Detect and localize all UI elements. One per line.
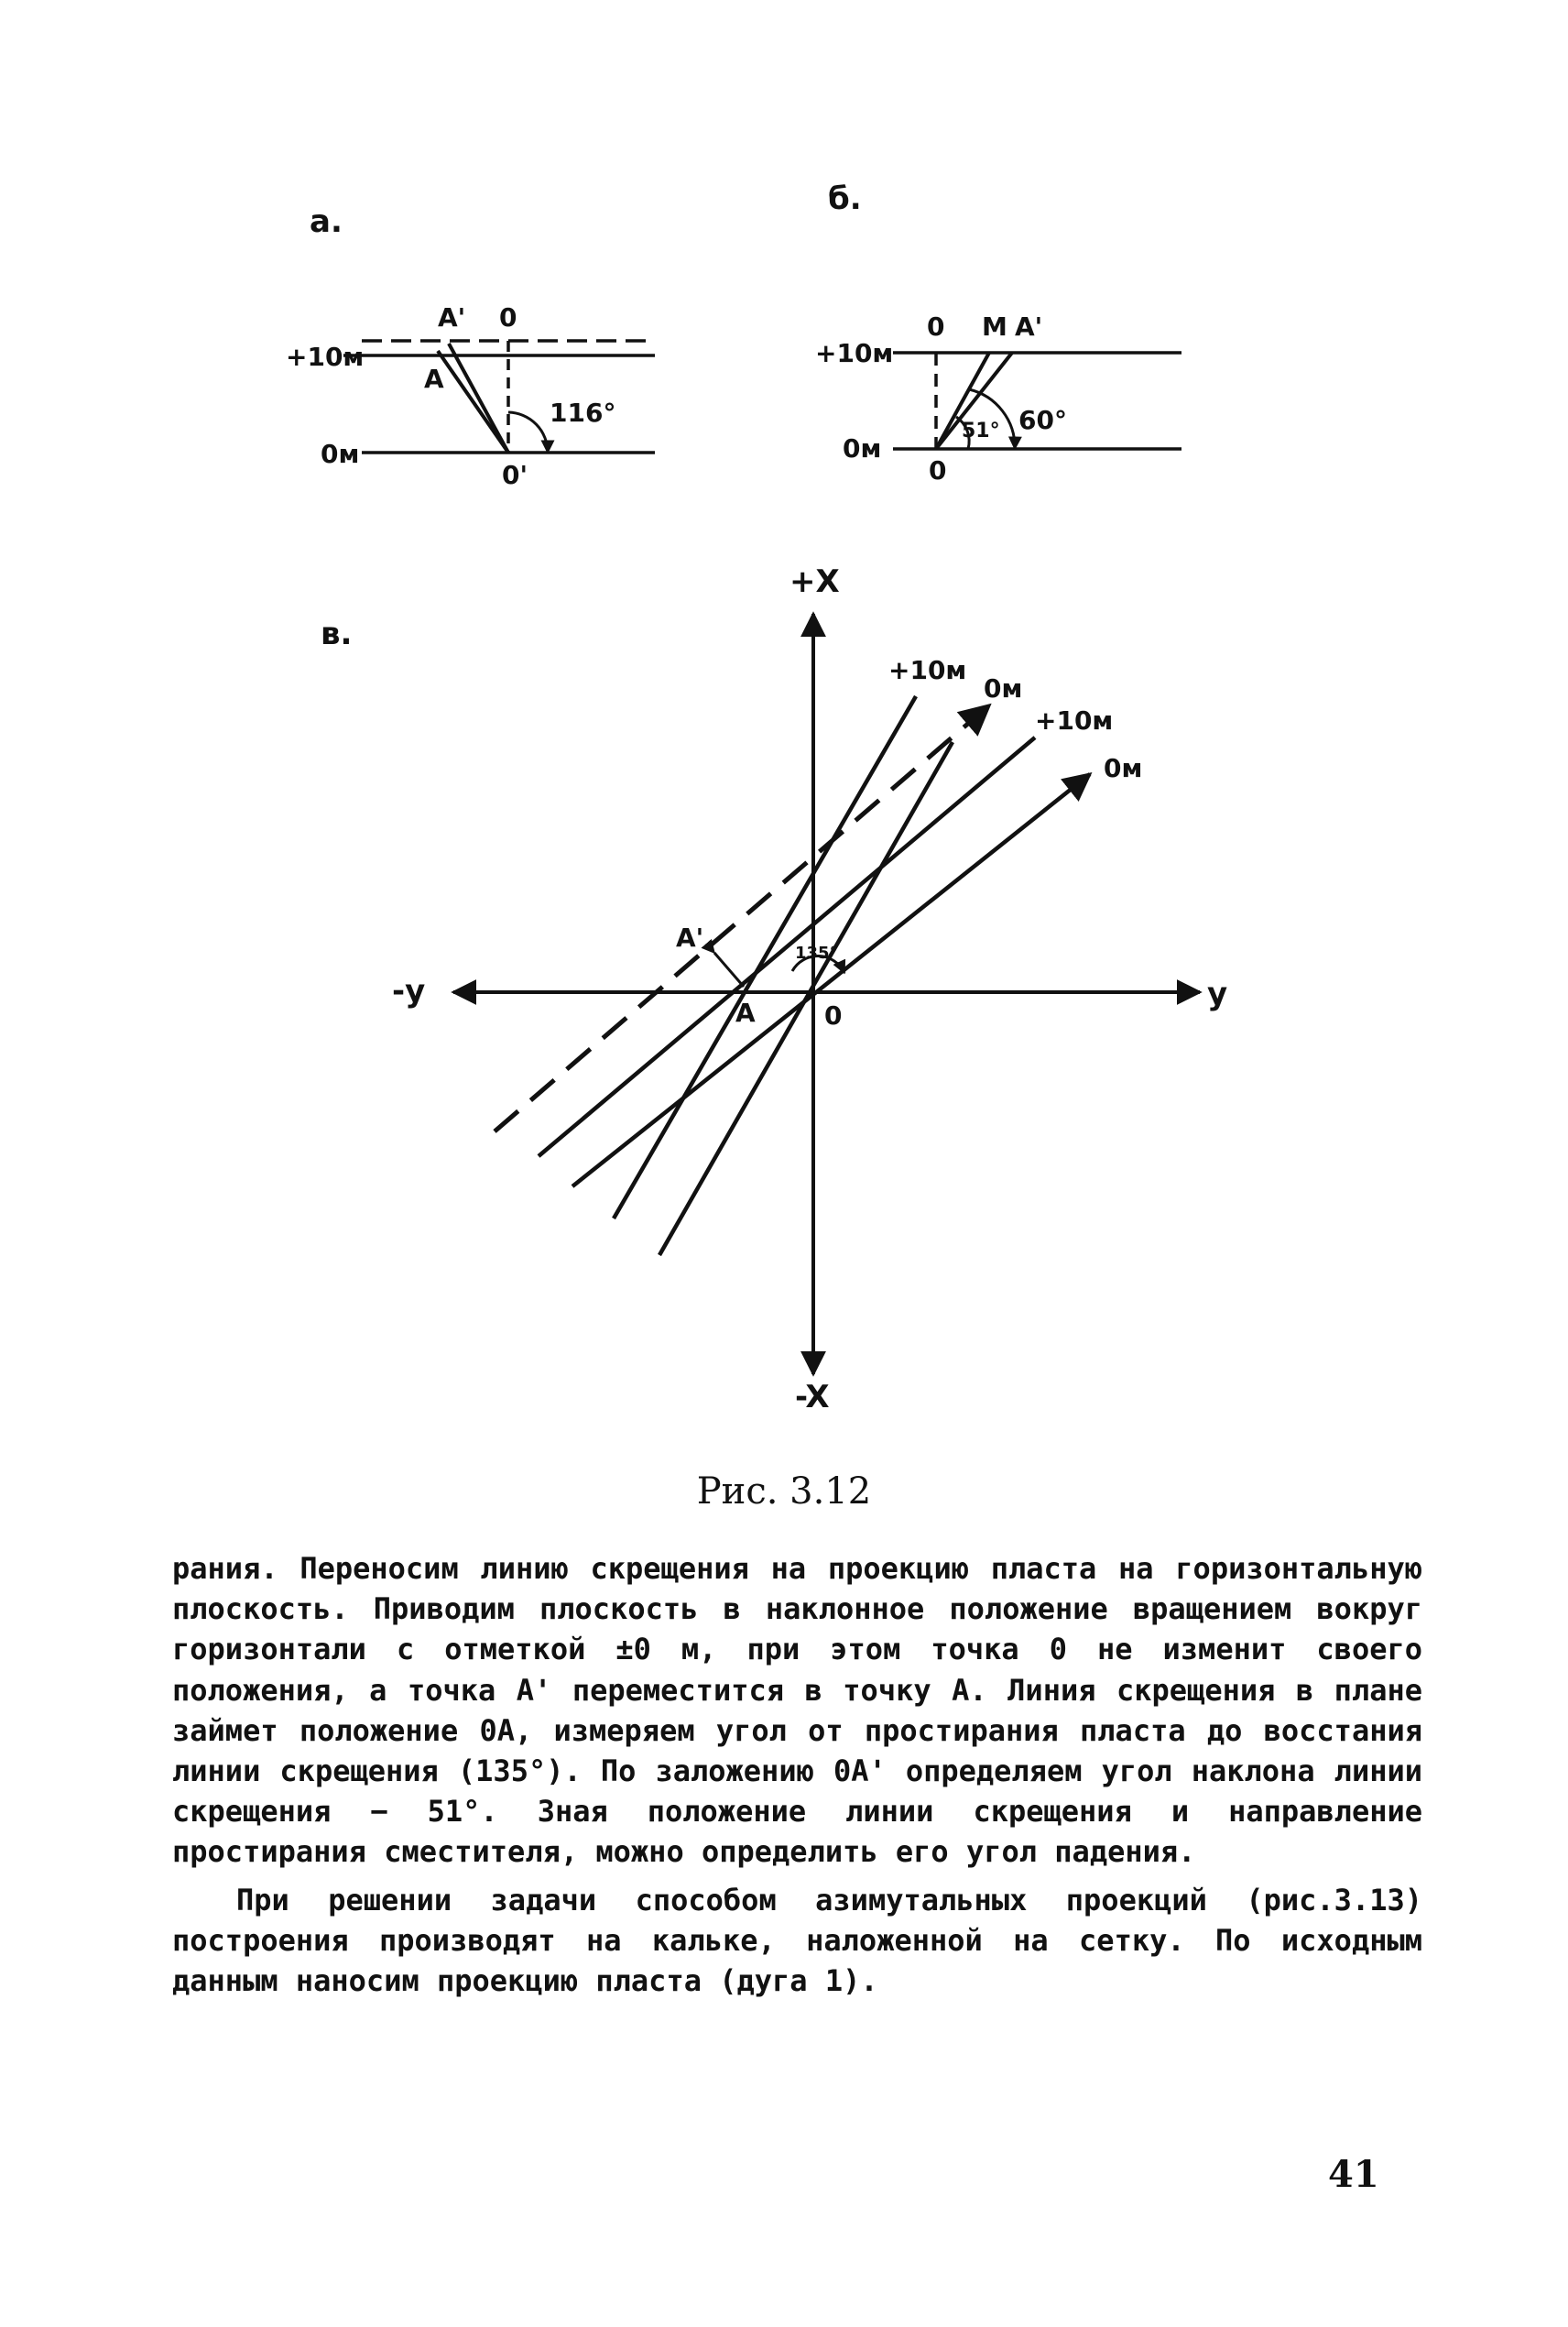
a-prime-to-a-arrow <box>714 953 744 987</box>
line-plus10m-steep <box>614 696 916 1218</box>
body-text <box>172 1548 1422 2001</box>
panel-b-tag-o: 0 <box>927 311 945 342</box>
paragraph-1: рания. Переносим линию скрещения на проекцию пласта на горизонтальную плоскость. Приводим плоскость в наклонное положение вращением вокруг горизонтали с отметкой ±0 м, при этом точка 0 не изменит своего положения, а точка A' переместится в точку A. Линия скрещения в плане займет положение 0A, измеряем угол от простирания пласта до восстания линии скрещения (135°). По заложению 0A' определяем угол наклона линии скрещения − 51°. Зная положение линии скрещения и направление простирания сместителя, можно определить его угол падения. <box>172 1551 1422 1870</box>
panel-b-label: б. <box>828 180 862 217</box>
panel-a-tag-o: 0 <box>499 302 517 333</box>
axis-minus-y-label: -y <box>392 973 426 1010</box>
panel-b-angle-51: 51° <box>962 420 1000 442</box>
angle-arc-116 <box>508 412 548 453</box>
line-label-0m-1: 0м <box>984 673 1023 704</box>
panel-b-angle-60: 60° <box>1018 405 1067 435</box>
line-plus10m-shallow <box>539 737 1035 1156</box>
axis-minus-x-label: -X <box>795 1379 830 1415</box>
line-a <box>438 351 508 453</box>
dashed-0m-line <box>495 705 989 1131</box>
panel-a-label: а. <box>310 203 343 240</box>
panel-b-tag-a-prime: A' <box>1015 311 1043 342</box>
point-a-label: A <box>735 998 756 1028</box>
panel-b-tag-0m: 0м <box>843 433 882 464</box>
panel-b-tag-plus10: +10м <box>815 338 894 368</box>
line-label-plus10m-2: +10м <box>1035 705 1114 736</box>
panel-a-tag-0m: 0м <box>321 439 360 469</box>
panel-b-tag-o-bottom: 0 <box>929 455 947 486</box>
angle-135-label: 135° <box>795 944 838 963</box>
line-a-prime <box>449 344 508 453</box>
panel-a <box>343 341 655 453</box>
paragraph-2: При решении задачи способом азимутальных проекций (рис.3.13) построения производят на кальке, наложенной на сетку. По исходным данным наносим проекцию пласта (дуга 1). <box>172 1882 1422 1999</box>
line-label-plus10m-1: +10м <box>888 655 967 685</box>
panel-b-tag-m: M <box>982 311 1007 342</box>
figure-caption: Рис. 3.12 <box>696 1470 872 1513</box>
panel-a-tag-a-prime: A' <box>438 302 466 333</box>
axis-plus-y-label: y <box>1207 976 1228 1012</box>
panel-a-angle: 116° <box>550 398 616 428</box>
page-number: 41 <box>1328 2153 1379 2196</box>
line-label-0m-2: 0м <box>1104 753 1143 783</box>
line-0m-shallow <box>572 774 1090 1186</box>
panel-c-label: в. <box>321 616 353 652</box>
panel-a-tag-a: A <box>424 364 444 394</box>
point-a-prime-label: A' <box>676 923 704 953</box>
axis-plus-x-label: +X <box>789 563 840 600</box>
point-o-label: 0 <box>824 1000 843 1031</box>
panel-a-tag-o-prime: 0' <box>502 460 528 490</box>
panel-a-tag-plus10: +10м <box>286 342 365 372</box>
